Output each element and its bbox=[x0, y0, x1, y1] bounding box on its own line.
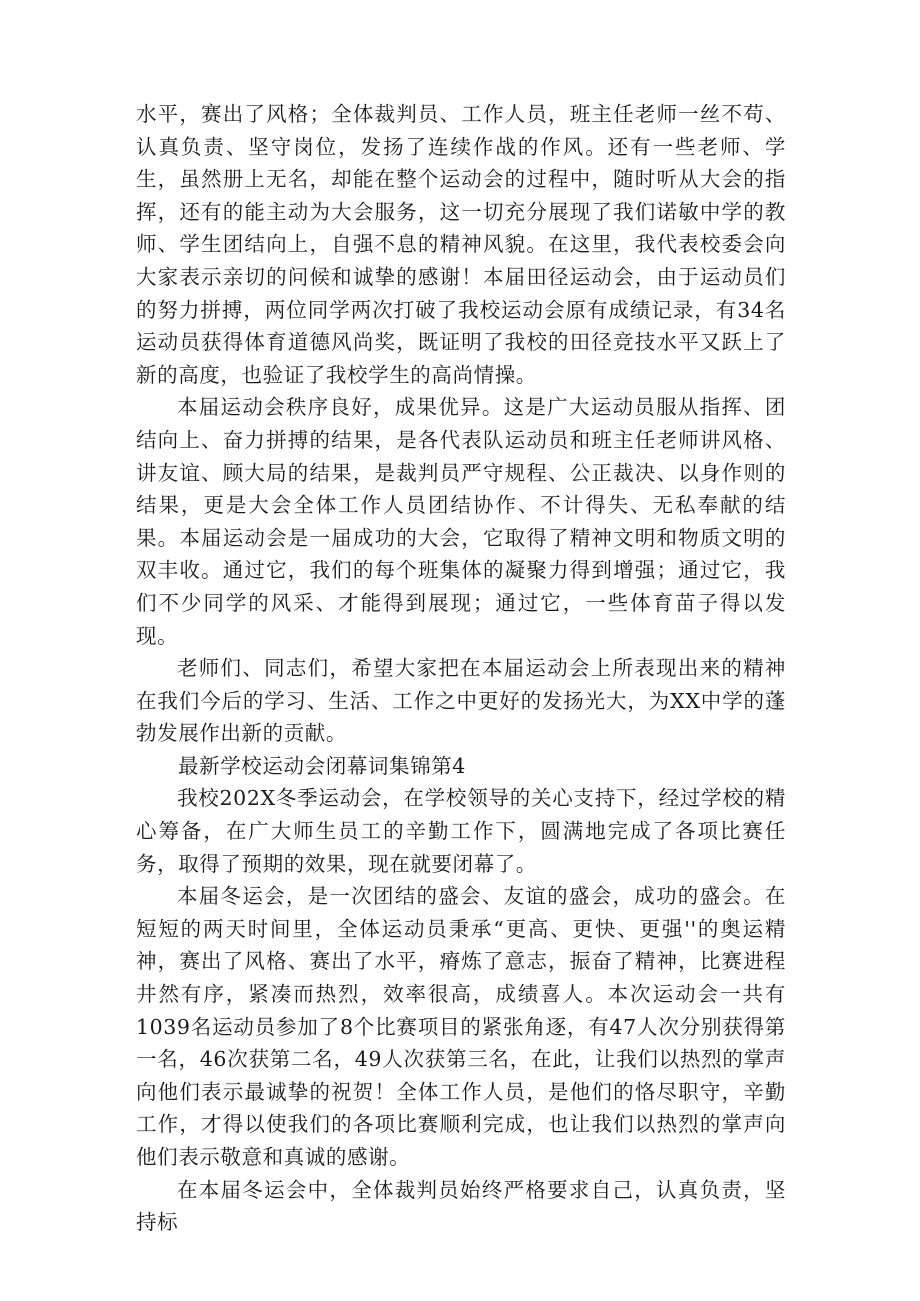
paragraph-results: 本届运动会秩序良好，成果优异。这是广大运动员服从指挥、团结向上、奋力拼搏的结果，是各代表队运动员和班主任老师讲风格、讲友谊、顾大局的结果，是裁判员严守规程、公正裁决、以身作则的结果，更是大会全体工作人员团结协作、不计得失、无私奉献的结果。本届运动会是一届成功的大会，它取得了精神文明和物质文明的双丰收。通过它，我们的每个班集体的凝聚力得到增强；通过它，我们不少同学的风采、才能得到展现；通过它，一些体育苗子得以发现。 bbox=[136, 395, 786, 648]
paragraph-closing-wish: 老师们、同志们，希望大家把在本届运动会上所表现出来的精神在我们今后的学习、生活、工作之中更好的发扬光大，为XX中学的蓬勃发展作出新的贡献。 bbox=[136, 656, 786, 746]
document-body bbox=[136, 98, 786, 1239]
paragraph-continuation: 水平，赛出了风格；全体裁判员、工作人员，班主任老师一丝不苟、认真负责、坚守岗位，发扬了连续作战的作风。还有一些老师、学生，虽然册上无名，却能在整个运动会的过程中，随时听从大会的指挥，还有的能主动为大会服务，这一切充分展现了我们诺敏中学的教师、学生团结向上，自强不息的精神风貌。在这里，我代表校委会向大家表示亲切的问候和诚挚的感谢！本届田径运动会，由于运动员们的努力拼搏，两位同学两次打破了我校运动会原有成绩记录，有34名运动员获得体育道德风尚奖，既证明了我校的田径竞技水平又跃上了新的高度，也验证了我校学生的高尚情操。 bbox=[136, 102, 786, 387]
paragraph-winter-games-summary: 本届冬运会，是一次团结的盛会、友谊的盛会，成功的盛会。在短短的两天时间里，全体运动员秉承“更高、更快、更强''的奥运精神，赛出了风格、赛出了水平，瘠炼了意志，振奋了精神，比赛进程井然有序，紧凑而热烈，效率很高，成绩喜人。本次运动会一共有1039名运动员参加了8个比赛项目的紧张角逐，有47人次分别获得第一名，46次获第二名，49人次获第三名，在此，让我们以热烈的掌声向他们表示最诚挚的祝贺！全体工作人员，是他们的恪尽职守，辛勤工作，才得以使我们的各项比赛顺利完成，也让我们以热烈的掌声向他们表示敬意和真诚的感谢。 bbox=[136, 884, 786, 1169]
paragraph-referees: 在本届冬运会中，全体裁判员始终严格要求自己，认真负责，坚持标 bbox=[136, 1177, 786, 1235]
paragraph-intro-winter-games: 我校202X冬季运动会，在学校领导的关心支持下，经过学校的精心筹备，在广大师生员工的辛勤工作下，圆满地完成了各项比赛任务，取得了预期的效果，现在就要闭幕了。 bbox=[136, 786, 786, 876]
section-heading: 最新学校运动会闭幕词集锦第4 bbox=[178, 753, 466, 778]
